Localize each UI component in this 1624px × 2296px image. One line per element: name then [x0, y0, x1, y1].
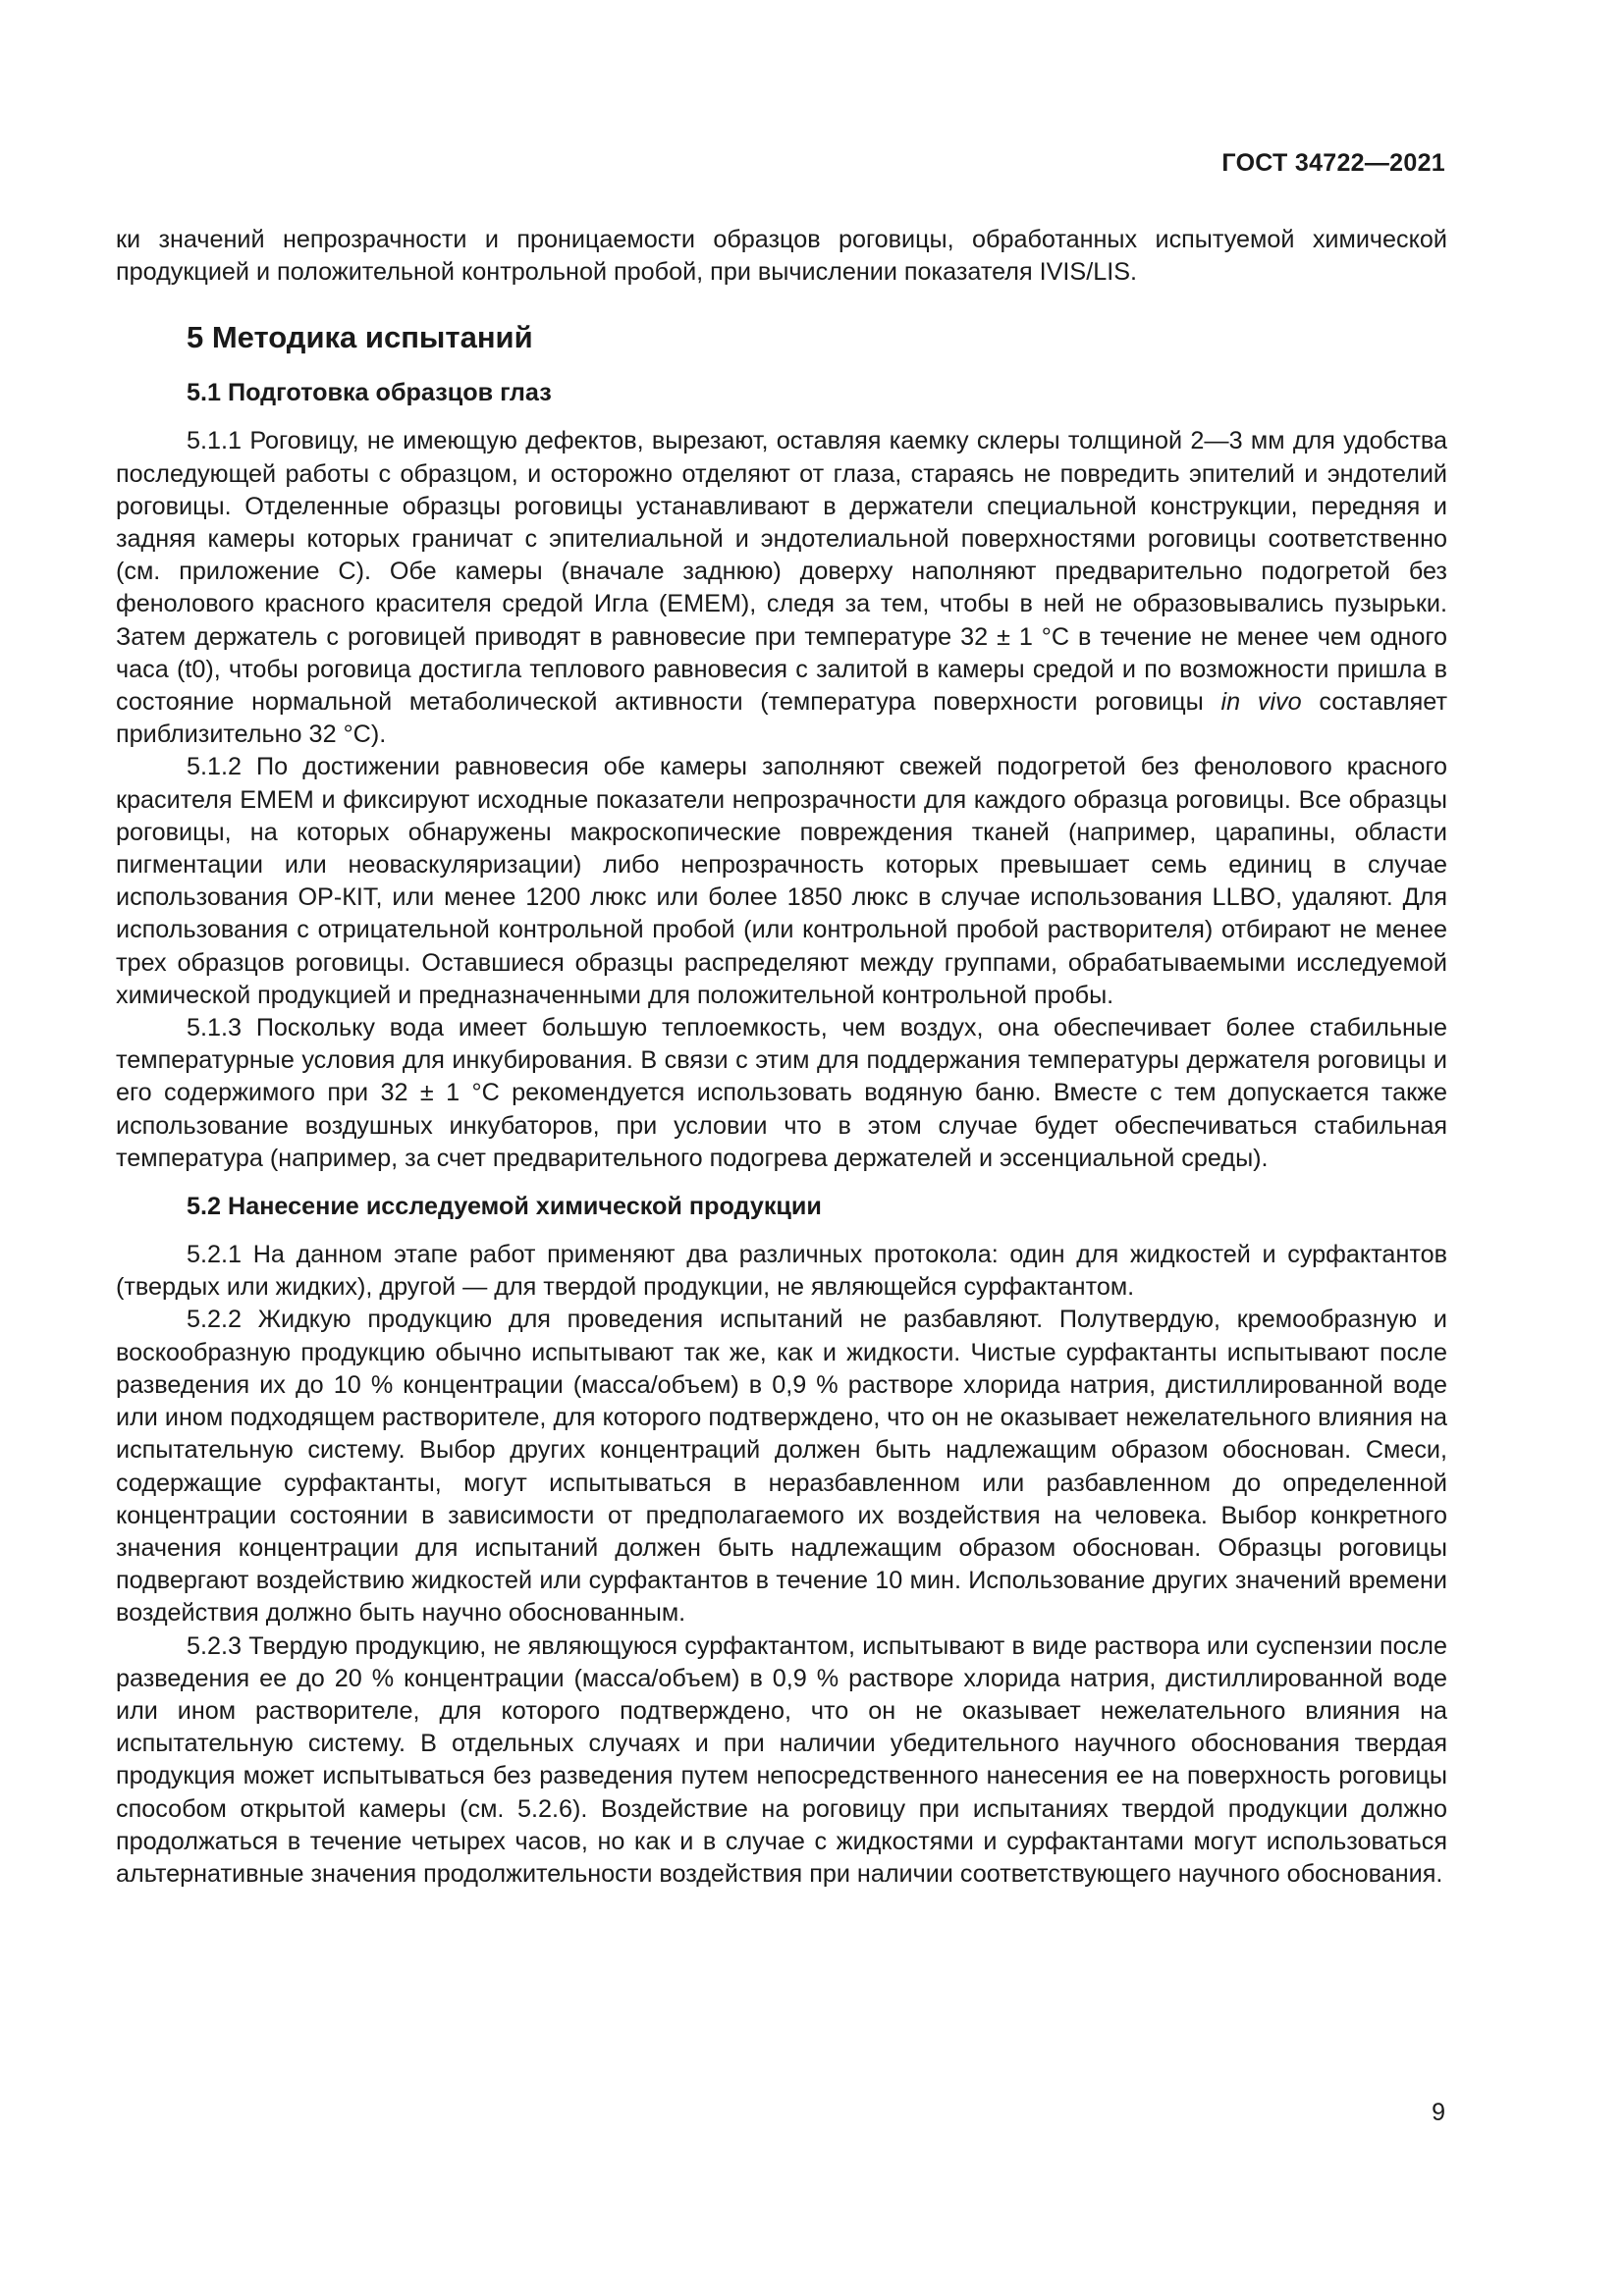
subsection-5-1-title: 5.1 Подготовка образцов глаз [187, 379, 552, 407]
subsection-5-2-title: 5.2 Нанесение исследуемой химической продукции [187, 1193, 822, 1221]
page-content [116, 224, 1447, 1891]
paragraph-5-1-1 [116, 425, 1447, 751]
paragraph-5-2-1: 5.2.1 На данном этапе работ применяют два различных протокола: один для жидкостей и сурфактантов (твердых или жидких), другой — для твердой продукции, не являющейся сурфактантом. [116, 1241, 1447, 1302]
paragraph-5-1-1-part-2: составляет приблизительно 32 °С). [116, 688, 1447, 749]
section-5-title: 5 Методика испытаний [187, 320, 533, 355]
paragraph-5-1-2: 5.1.2 По достижении равновесия обе камеры заполняют свежей подогретой без фенолового красного красителя ЕМЕМ и фиксируют исходные показатели непрозрачности для каждого образца роговицы. Все образцы роговицы, на которых обнаружены макроскопические повреждения тканей (например, царапины, области пигментации или неоваскуляризации) либо непрозрачность которых превышает семь единиц в случае использования ОР-КIТ, или менее 1200 люкс или более 1850 люкс в случае использования LLBO, удаляют. Для использования с отрицательной контрольной пробой (или контрольной пробой растворителя) отбирают не менее трех образцов роговицы. Оставшиеся образцы распределяют между группами, обрабатываемыми исследуемой химической продукцией и предназначенными для положительной контрольной пробы. [116, 753, 1447, 1009]
intro-paragraph: ки значений непрозрачности и проницаемости образцов роговицы, обработанных испытуемой химической продукцией и положительной контрольной пробой, при вычислении показателя IVIS/LIS. [116, 226, 1447, 287]
document-code: ГОСТ 34722—2021 [1221, 149, 1445, 177]
page-number: 9 [1432, 2099, 1445, 2126]
paragraph-5-1-1-italic: in vivo [1220, 688, 1302, 717]
paragraph-5-2-3: 5.2.3 Твердую продукцию, не являющуюся сурфактантом, испытывают в виде раствора или суспензии после разведения ее до 20 % концентрации (масса/объем) в 0,9 % растворе хлорида натрия, дистиллированной воде или ином растворителе, для которого подтверждено, что он не оказывает нежелательного влияния на испытательную систему. В отдельных случаях и при наличии убедительного научного обоснования твердая продукция может испытываться без разведения путем непосредственного нанесения ее на поверхность роговицы способом открытой камеры (см. 5.2.6). Воздействие на роговицу при испытаниях твердой продукции должно продолжаться в течение четырех часов, но как и в случае с жидкостями и сурфактантами могут использоваться альтернативные значения продолжительности воздействия при наличии соответствующего научного обоснования. [116, 1631, 1447, 1888]
paragraph-5-2-2: 5.2.2 Жидкую продукцию для проведения испытаний не разбавляют. Полутвердую, кремообразную и воскообразную продукцию обычно испытывают так же, как и жидкости. Чистые сурфактанты испытывают после разведения их до 10 % концентрации (масса/объем) в 0,9 % растворе хлорида натрия, дистиллированной воде или ином подходящем растворителе, для которого подтверждено, что он не оказывает нежелательного влияния на испытательную систему. Выбор других концентраций должен быть надлежащим образом обоснован. Смеси, содержащие сурфактанты, могут испытываться в неразбавленном или разбавленном до определенной концентрации состоянии в зависимости от предполагаемого их воздействия на человека. Выбор конкретного значения концентрации для испытаний должен быть надлежащим образом обоснован. Образцы роговицы подвергают воздействию жидкостей или сурфактантов в течение 10 мин. Использование других значений времени воздействия должно быть научно обоснованным. [116, 1306, 1447, 1628]
paragraph-5-1-1-part-1: 5.1.1 Роговицу, не имеющую дефектов, вырезают, оставляя каемку склеры толщиной 2—3 мм для удобства последующей работы с образцом, и осторожно отделяют от глаза, стараясь не повредить эпителий и эндотелий роговицы. Отделенные образцы роговицы устанавливают в держатели специальной конструкции, передняя и задняя камеры которых граничат с эпителиальной и эндотелиальной поверхностями роговицы соответственно (см. приложение С). Обе камеры (вначале заднюю) доверху наполняют предварительно подогретой без фенолового красного красителя средой Игла (ЕМЕМ), следя за тем, чтобы в ней не образовывались пузырьки. Затем держатель с роговицей приводят в равновесие при температуре 32 ± 1 °С в течение не менее чем одного часа (t0), чтобы роговица достигла теплового равновесия с залитой в камеры средой и по возможности пришла в состояние нормальной метаболической активности (температура поверхности роговицы [116, 427, 1447, 717]
paragraph-5-1-3: 5.1.3 Поскольку вода имеет большую теплоемкость, чем воздух, она обеспечивает более стабильные температурные условия для инкубирования. В связи с этим для поддержания температуры держателя роговицы и его содержимого при 32 ± 1 °С рекомендуется использовать водяную баню. Вместе с тем допускается также использование воздушных инкубаторов, при условии что в этом случае будет обеспечиваться стабильная температура (например, за счет предварительного подогрева держателей и эссенциальной среды). [116, 1014, 1447, 1172]
